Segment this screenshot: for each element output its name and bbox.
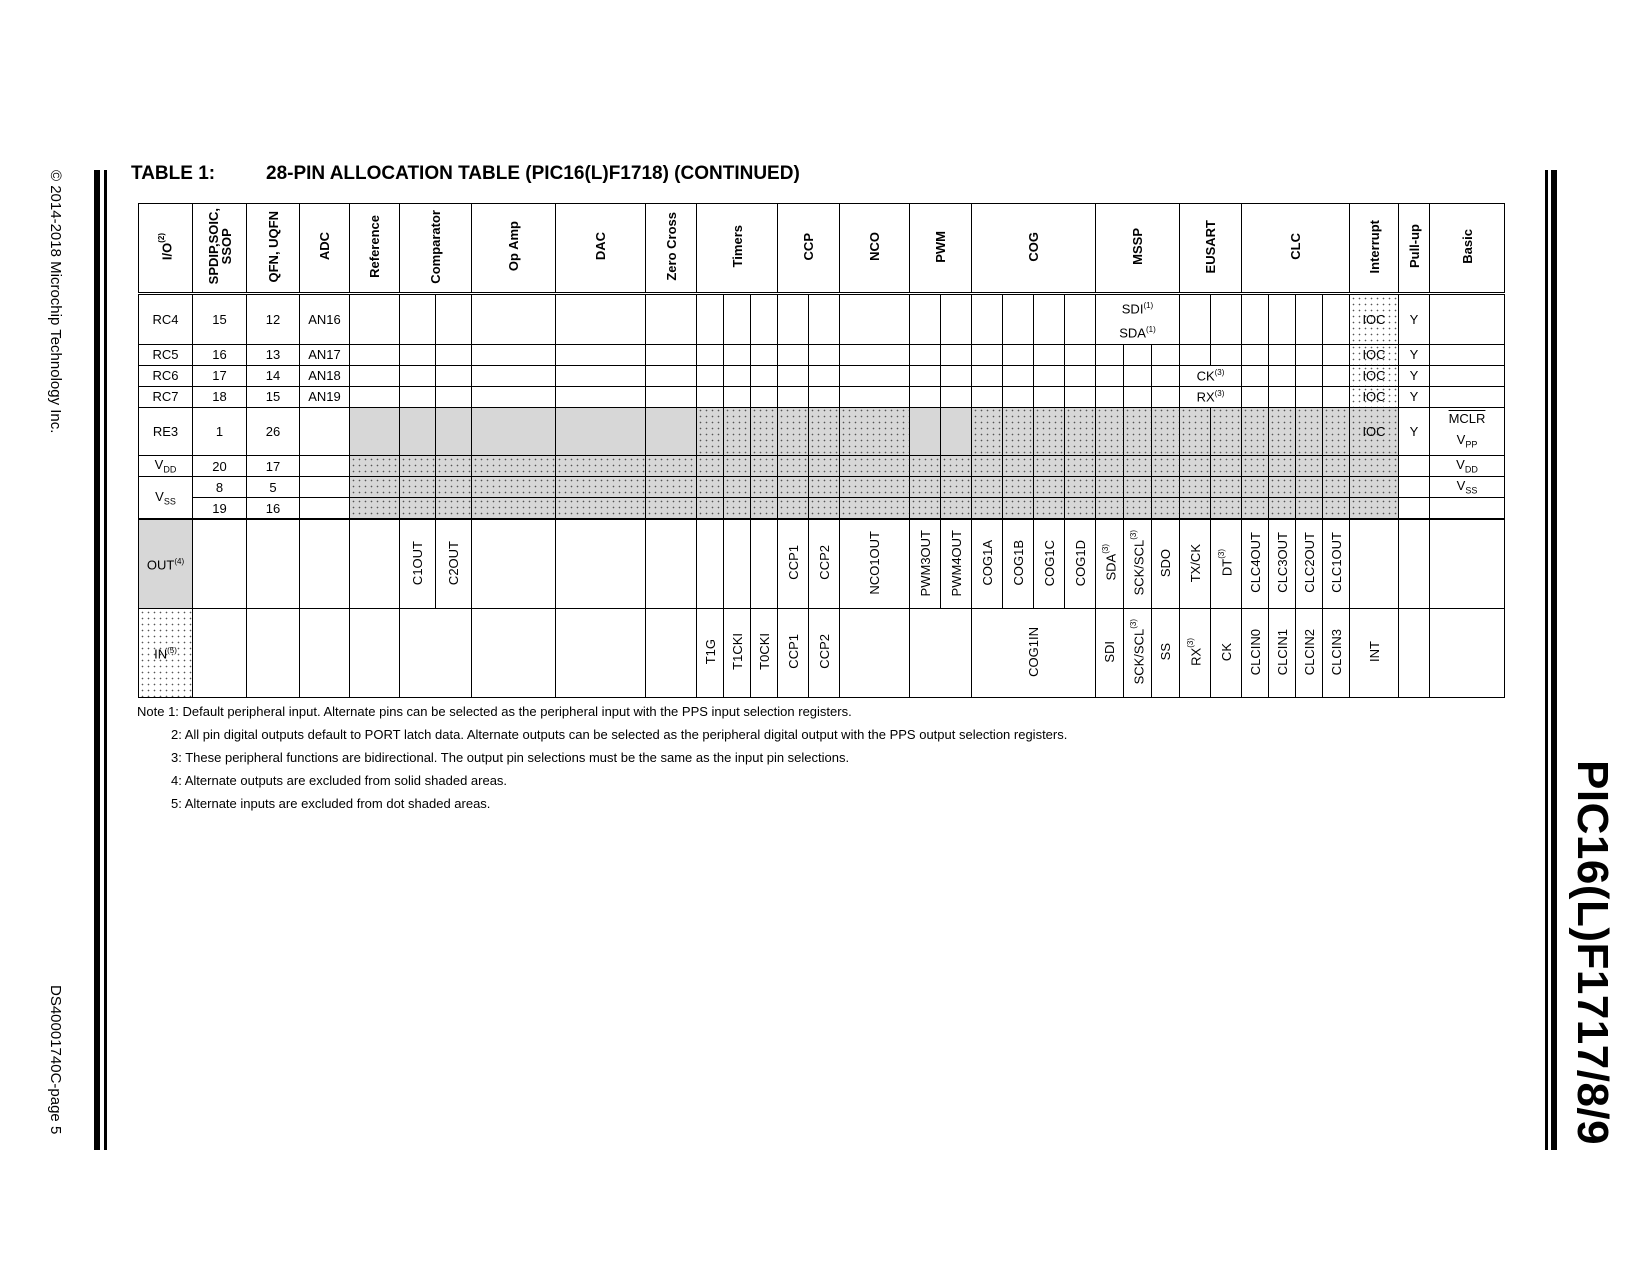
re3-basic-cell: MCLR $V_{PP}$: [1430, 407, 1505, 456]
right-margin-bar-thin: [1545, 170, 1548, 1150]
header-pullup: Pull-up: [1399, 204, 1430, 294]
product-title: PIC16(L)F1717/8/9: [1568, 760, 1617, 1146]
header-spdip: SPDIP,SOIC, SSOP: [193, 204, 247, 294]
header-opamp: Op Amp: [472, 204, 556, 294]
header-io: $I/O^{(2)}$: [139, 204, 193, 294]
in-label: IN$^{(5)}$: [139, 609, 193, 698]
header-timers: Timers: [697, 204, 778, 294]
header-nco: NCO: [840, 204, 910, 294]
document-number: DS40001740C-page 5: [47, 985, 64, 1135]
table-row-out: OUT$^{(4)}$ C1OUT C2OUT CCP1 CCP2 NCO1OUT PWM3OUT PWM4OUT COG1A COG1B COG1C COG1D SDA$^{(3)}$ SCK/SCL$^{(3)}$ SDO TX/CK DT$^{(3)}$ CLC4OUT CLC3OUT CLC2OUT CLC1OUT: [139, 519, 1505, 609]
rc4-mssp-cell: SDI$^{(1)}$ SDA$^{(1)}$: [1096, 294, 1180, 345]
pin-allocation-table: [138, 203, 1505, 698]
left-margin-bar-thick: [94, 170, 100, 1150]
table-row-vdd: $V_{DD}$ 20 17 $V_{DD}$: [139, 456, 1505, 477]
header-interrupt: Interrupt: [1350, 204, 1399, 294]
table-row-rc4: RC4 15 12 AN16 SDI$^{(1)}$ SDA$^{(1)}$ IOC Y: [139, 294, 1505, 345]
header-ccp: CCP: [778, 204, 840, 294]
header-basic: Basic: [1430, 204, 1505, 294]
header-qfn: QFN, UQFN: [247, 204, 300, 294]
left-margin-bar-thin: [104, 170, 107, 1150]
rc6-eusart-cell: CK$^{(3)}$: [1180, 365, 1242, 386]
note-2: 2: All pin digital outputs default to PORT latch data. Alternate outputs can be selected as the peripheral digital output with the PPS output selection registers.: [171, 727, 1068, 742]
table-label: TABLE 1:: [131, 163, 216, 184]
header-mssp: MSSP: [1096, 204, 1180, 294]
table-notes: [137, 700, 1067, 815]
header-clc: CLC: [1242, 204, 1350, 294]
header-cog: COG: [972, 204, 1096, 294]
table-row-re3: RE3 1 26 IOC Y MCLR $V_{PP}$: [139, 407, 1505, 456]
table-row-vss-2: 19 16: [139, 498, 1505, 520]
header-pwm: PWM: [910, 204, 972, 294]
header-comparator: Comparator: [400, 204, 472, 294]
note-3: 3: These peripheral functions are bidirectional. The output pin selections must be the same as the input pin selections.: [171, 750, 850, 765]
table-row-rc5: RC5 16 13 AN17 IOC Y: [139, 344, 1505, 365]
header-adc: ADC: [300, 204, 350, 294]
table-row-rc7: RC7 18 15 AN19 RX$^{(3)}$ IOC Y: [139, 386, 1505, 407]
note-4: 4: Alternate outputs are excluded from solid shaded areas.: [171, 773, 508, 788]
note-1: Note 1: Default peripheral input. Alternate pins can be selected as the peripheral input with the PPS input selection registers.: [137, 704, 852, 719]
rc7-eusart-cell: RX$^{(3)}$: [1180, 386, 1242, 407]
table-title-text: 28-PIN ALLOCATION TABLE (PIC16(L)F1718) (CONTINUED): [266, 163, 800, 184]
right-margin-bar-thick: [1551, 170, 1557, 1150]
header-zerocross: Zero Cross: [646, 204, 697, 294]
header-reference: Reference: [350, 204, 400, 294]
table-row-vss-1: $V_{SS}$ 8 5 $V_{SS}$: [139, 477, 1505, 498]
copyright-text: © 2014-2018 Microchip Technology Inc.: [47, 170, 64, 434]
header-dac: DAC: [556, 204, 646, 294]
header-eusart: EUSART: [1180, 204, 1242, 294]
table-title: [131, 163, 800, 185]
table-row-in: IN$^{(5)}$ T1G T1CKI T0CKI CCP1 CCP2 COG1IN SDI SCK/SCL$^{(3)}$ SS RX$^{(3)}$ CK CLCIN0 CLCIN1 CLCIN2 CLCIN3 INT: [139, 609, 1505, 698]
out-label: OUT$^{(4)}$: [139, 519, 193, 609]
table-row-rc6: RC6 17 14 AN18 CK$^{(3)}$ IOC Y: [139, 365, 1505, 386]
note-5: 5: Alternate inputs are excluded from dot shaded areas.: [171, 796, 491, 811]
